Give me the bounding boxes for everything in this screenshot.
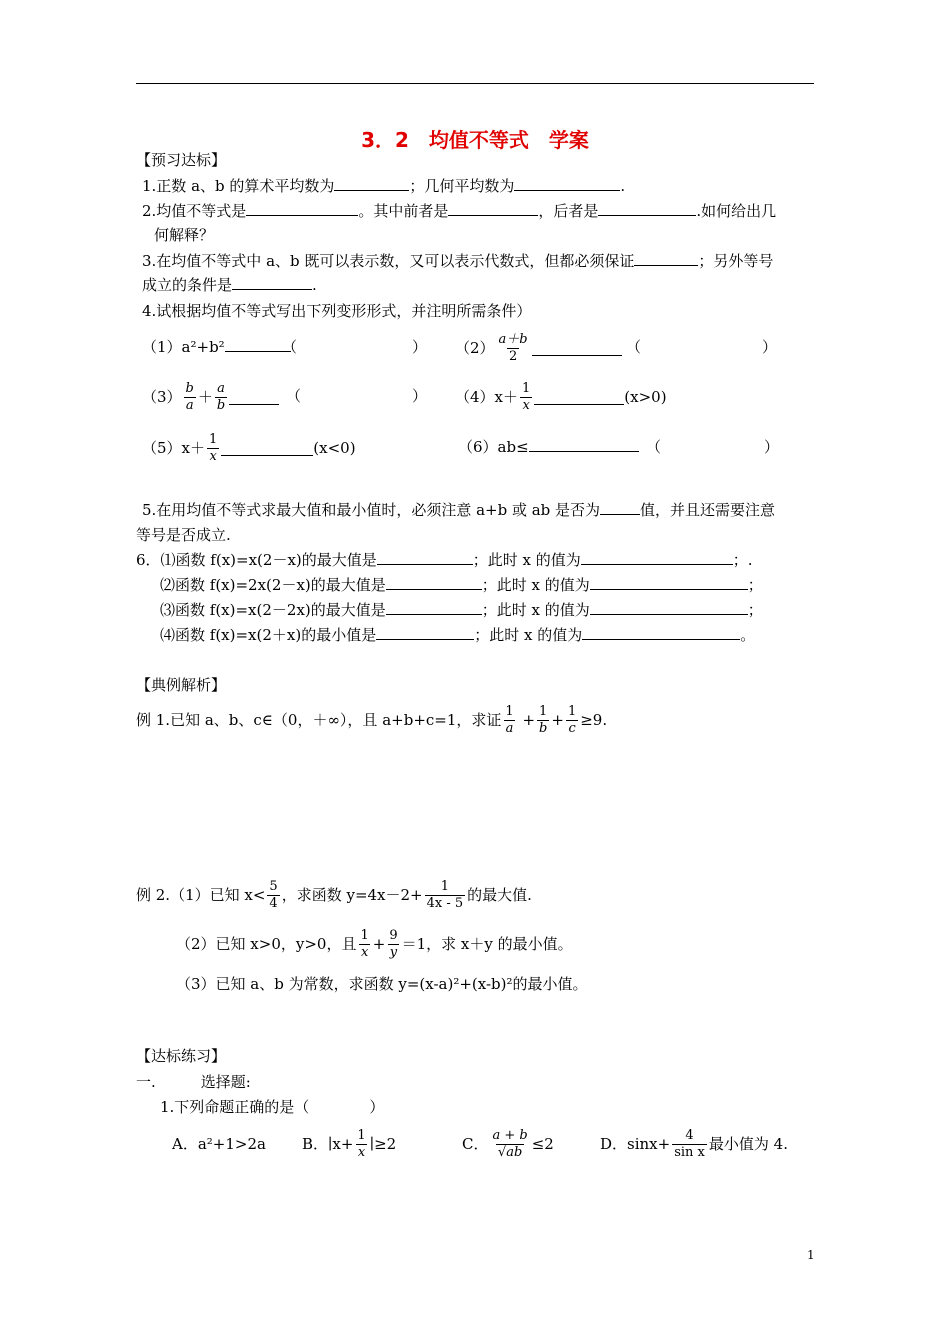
form-5: （5）x＋ $\frac{1}{x}$ (x<0) xyxy=(142,431,356,464)
form-3-rparen: ） xyxy=(412,387,428,405)
fraction: $\frac{a + b}{√ab}$ xyxy=(492,1127,528,1160)
question-5-cont: 等号是否成立. xyxy=(136,526,231,544)
fraction: $\frac{a+b}{2}$ xyxy=(498,331,528,364)
section-practice: 【达标练习】 xyxy=(136,1047,227,1065)
answer-blank[interactable] xyxy=(634,251,698,266)
form-6: （6）ab≤ xyxy=(458,437,639,457)
choice-heading: 一. 选择题: xyxy=(136,1073,251,1091)
fraction: $\frac{1}{x}$ xyxy=(522,380,531,413)
question-6-3: ⑶函数 f(x)=x(2－2x)的最大值是 ；此时 x 的值为 ； xyxy=(160,601,763,619)
form-4: （4）x＋ $\frac{1}{x}$ (x>0) xyxy=(455,380,667,413)
answer-blank[interactable] xyxy=(386,600,482,615)
form-6-rparen: ） xyxy=(764,438,780,456)
fraction: $\frac{1}{b}$ xyxy=(539,703,548,736)
example-2-2: （2）已知 x>0，y>0，且 $\frac{1}{x}$ + $\frac{9}{y}$ ＝1，求 x＋y 的最小值。 xyxy=(176,927,573,960)
fraction: $\frac{5}{4}$ xyxy=(269,878,278,911)
form-2: （2） $\frac{a+b}{2}$ xyxy=(455,326,622,370)
question-6-4: ⑷函数 f(x)=x(2＋x)的最小值是 ；此时 x 的值为 。 xyxy=(160,626,756,644)
answer-blank[interactable] xyxy=(386,575,482,590)
question-2: 2.均值不等式是 。其中前者是 ，后者是 .如何给出几 xyxy=(142,202,777,220)
option-c[interactable]: C． $\frac{a + b}{√ab}$ ≤2 xyxy=(462,1127,554,1160)
answer-blank[interactable] xyxy=(514,176,620,191)
question-2-cont: 何解释？ xyxy=(154,226,215,244)
form-2-lparen: （ xyxy=(626,338,642,356)
question-5: 5.在用均值不等式求最大值和最小值时，必须注意 a+b 或 ab 是否为 值，并且还需要注意 xyxy=(142,501,776,519)
fraction: $\frac{1}{x}$ xyxy=(357,1127,366,1160)
fraction: $\frac{1}{x}$ xyxy=(209,431,218,464)
option-b[interactable]: B．∣x+ $\frac{1}{x}$ ∣≥2 xyxy=(302,1127,397,1160)
answer-blank[interactable] xyxy=(232,275,312,290)
section-preview: 【预习达标】 xyxy=(136,151,227,169)
answer-blank[interactable] xyxy=(598,201,696,216)
fraction: $\frac{1}{x}$ xyxy=(360,927,369,960)
fraction: $\frac{4}{\text{sin x}}$ xyxy=(674,1127,705,1160)
section-examples: 【典例解析】 xyxy=(136,676,227,694)
fraction: $\frac{1}{a}$ xyxy=(505,703,514,736)
example-2-1: 例 2.（1）已知 x< $\frac{5}{4}$ ，求函数 y=4x－2+ $\frac{1}{4x - 5}$ 的最大值. xyxy=(136,878,532,911)
form-1: （1）a²+b² xyxy=(142,337,291,357)
answer-blank[interactable] xyxy=(334,176,409,191)
fraction: $\frac{1}{4x - 5}$ xyxy=(426,878,464,911)
fraction: $\frac{b}{a}$ xyxy=(185,380,194,413)
form-3-lparen: （ xyxy=(286,387,302,405)
answer-blank[interactable] xyxy=(590,575,748,590)
answer-blank[interactable] xyxy=(448,201,538,216)
question-3: 3.在均值不等式中 a、b 既可以表示数，又可以表示代数式，但都必须保证 ；另外等号 xyxy=(142,252,774,270)
example-2-3: （3）已知 a、b 为常数，求函数 y=(x-a)²+(x-b)²的最小值。 xyxy=(176,975,588,993)
answer-blank[interactable] xyxy=(229,390,279,405)
fraction: $\frac{1}{c}$ xyxy=(567,703,577,736)
answer-blank[interactable] xyxy=(529,437,639,452)
page-title: 3．2 均值不等式 学案 xyxy=(361,128,589,152)
example-1: 例 1.已知 a、b、c∈（0，＋∞），且 a+b+c=1，求证 $\frac{1}{a}$ + $\frac{1}{b}$ + $\frac{1}{c}$ ≥9. xyxy=(136,703,608,736)
option-a[interactable]: A．a²+1>2a xyxy=(172,1135,266,1153)
question-1: 1.正数 a、b 的算术平均数为 ；几何平均数为 . xyxy=(142,177,626,195)
fraction: $\frac{a}{b}$ xyxy=(216,380,226,413)
question-6-1: 6．⑴函数 f(x)=x(2－x)的最大值是 ；此时 x 的值为 ；. xyxy=(136,551,753,569)
practice-question-1: 1.下列命题正确的是（ ） xyxy=(160,1098,385,1116)
question-3-cont: 成立的条件是 . xyxy=(142,276,317,294)
answer-blank[interactable] xyxy=(225,337,291,352)
page-number: 1 xyxy=(807,1248,815,1262)
form-1-lparen: （ xyxy=(282,338,298,356)
answer-blank[interactable] xyxy=(376,625,474,640)
answer-blank[interactable] xyxy=(600,500,640,515)
answer-blank[interactable] xyxy=(221,441,313,456)
option-d[interactable]: D．sinx+ $\frac{4}{\text{sin x}}$ 最小值为 4. xyxy=(600,1127,788,1160)
answer-blank[interactable] xyxy=(377,550,473,565)
answer-blank[interactable] xyxy=(534,390,624,405)
fraction: $\frac{9}{y}$ xyxy=(389,927,398,960)
form-6-lparen: （ xyxy=(646,438,662,456)
answer-blank[interactable] xyxy=(590,600,748,615)
answer-blank[interactable] xyxy=(582,625,740,640)
form-1-rparen: ） xyxy=(412,338,428,356)
answer-blank[interactable] xyxy=(246,201,358,216)
answer-blank[interactable] xyxy=(581,550,733,565)
question-6-2: ⑵函数 f(x)=2x(2－x)的最大值是 ；此时 x 的值为 ； xyxy=(160,576,763,594)
form-3: （3） $\frac{b}{a}$ ＋ $\frac{a}{b}$ xyxy=(142,375,279,419)
question-4: 4.试根据均值不等式写出下列变形形式，并注明所需条件） xyxy=(142,302,532,320)
answer-blank[interactable] xyxy=(532,341,622,356)
header-rule xyxy=(136,83,814,84)
form-2-rparen: ） xyxy=(762,338,778,356)
